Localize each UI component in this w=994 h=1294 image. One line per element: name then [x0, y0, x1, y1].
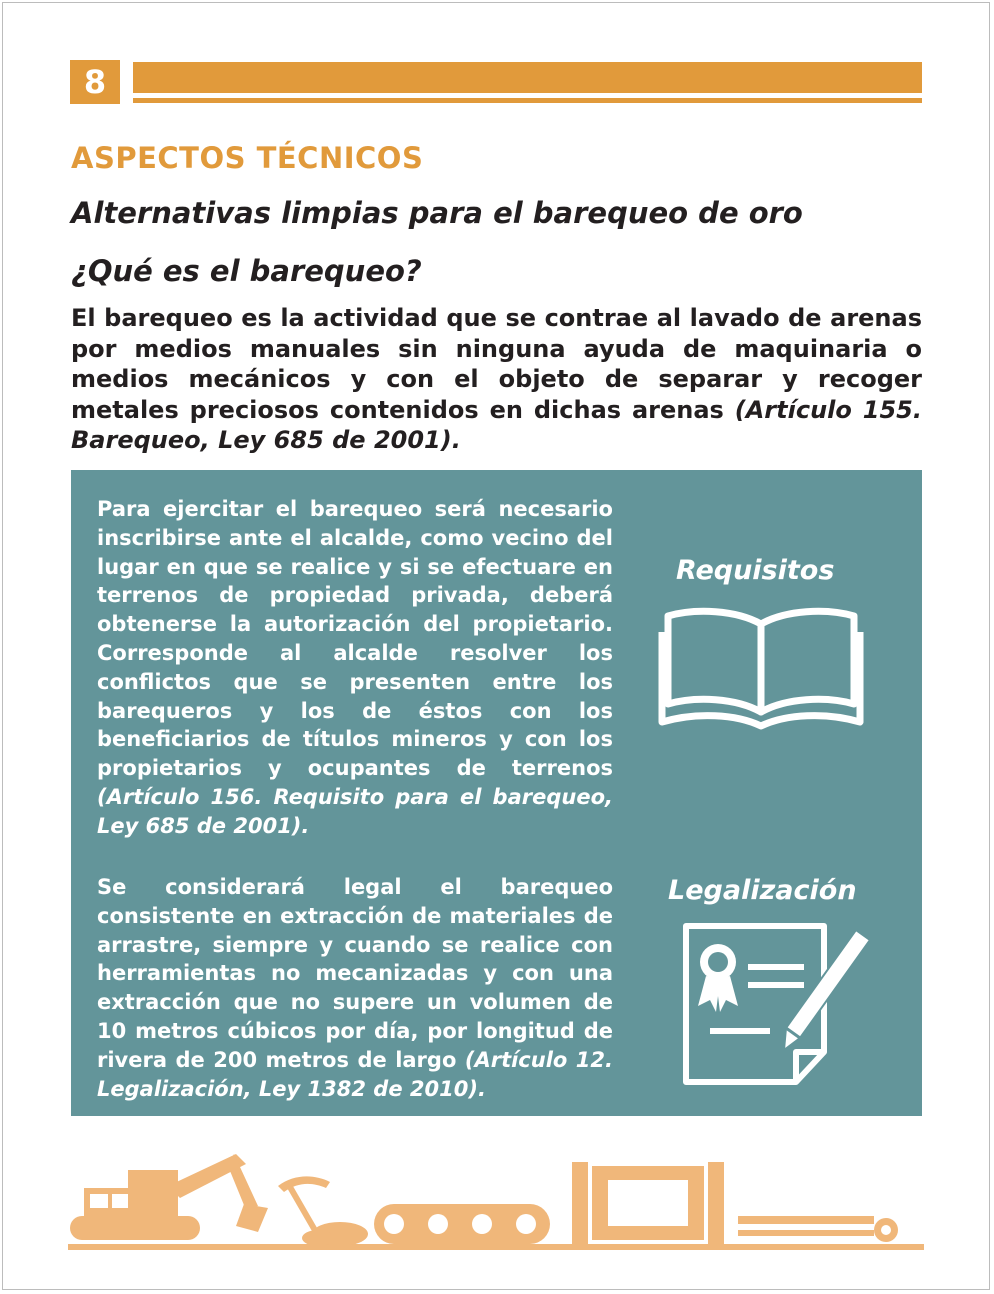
requisitos-label: Requisitos: [676, 555, 835, 586]
legalizacion-label: Legalización: [668, 875, 857, 906]
header-bar: [133, 62, 922, 93]
page-subtitle: Alternativas limpias para el barequeo de oro: [71, 196, 803, 230]
mining-machinery-icon: [68, 1146, 924, 1258]
legalizacion-paragraph: [97, 873, 613, 1103]
intro-citation: (Artículo 155. Barequeo, Ley 685 de 2001).: [71, 395, 922, 454]
page-number: 8: [70, 60, 120, 104]
requisitos-paragraph: [97, 495, 613, 841]
header-rule: [133, 98, 922, 103]
requisitos-citation: (Artículo 156. Requisito para el barequeo, Ley 685 de 2001).: [97, 784, 613, 838]
legalizacion-citation: (Artículo 12. Legalización, Ley 1382 de 2010).: [97, 1047, 613, 1101]
requisitos-text: Para ejercitar el barequeo será necesario inscribirse ante el alcalde, como vecino del lugar en que se realice y si se efectuare en terrenos de propiedad privada, deberá obtenerse la autorización del propietario. Corresponde al alcalde resolver los conflictos que se presenten entre los barequeros y los de éstos con los beneficiarios de títulos mineros y con los propietarios y ocupantes de terrenos: [97, 497, 613, 781]
intro-text: El barequeo es la actividad que se contrae al lavado de arenas por medios manuales sin ninguna ayuda de maquinaria o medios mecánicos y con el objeto de separar y recoger metales preciosos contenidos en dichas arenas: [71, 304, 922, 424]
certificate-pencil-icon: [680, 920, 880, 1088]
intro-paragraph: [71, 303, 922, 456]
section-title: ASPECTOS TÉCNICOS: [71, 141, 424, 175]
legalizacion-text: Se considerará legal el barequeo consistente en extracción de materiales de arrastre, siempre y cuando se realice con herramientas no mecanizadas y con una extracción que no supere un volumen de 10 metros cúbicos por día, por longitud de rivera de 200 metros de largo: [97, 875, 613, 1072]
open-book-icon: [656, 604, 866, 732]
question-heading: ¿Qué es el barequeo?: [71, 254, 422, 288]
